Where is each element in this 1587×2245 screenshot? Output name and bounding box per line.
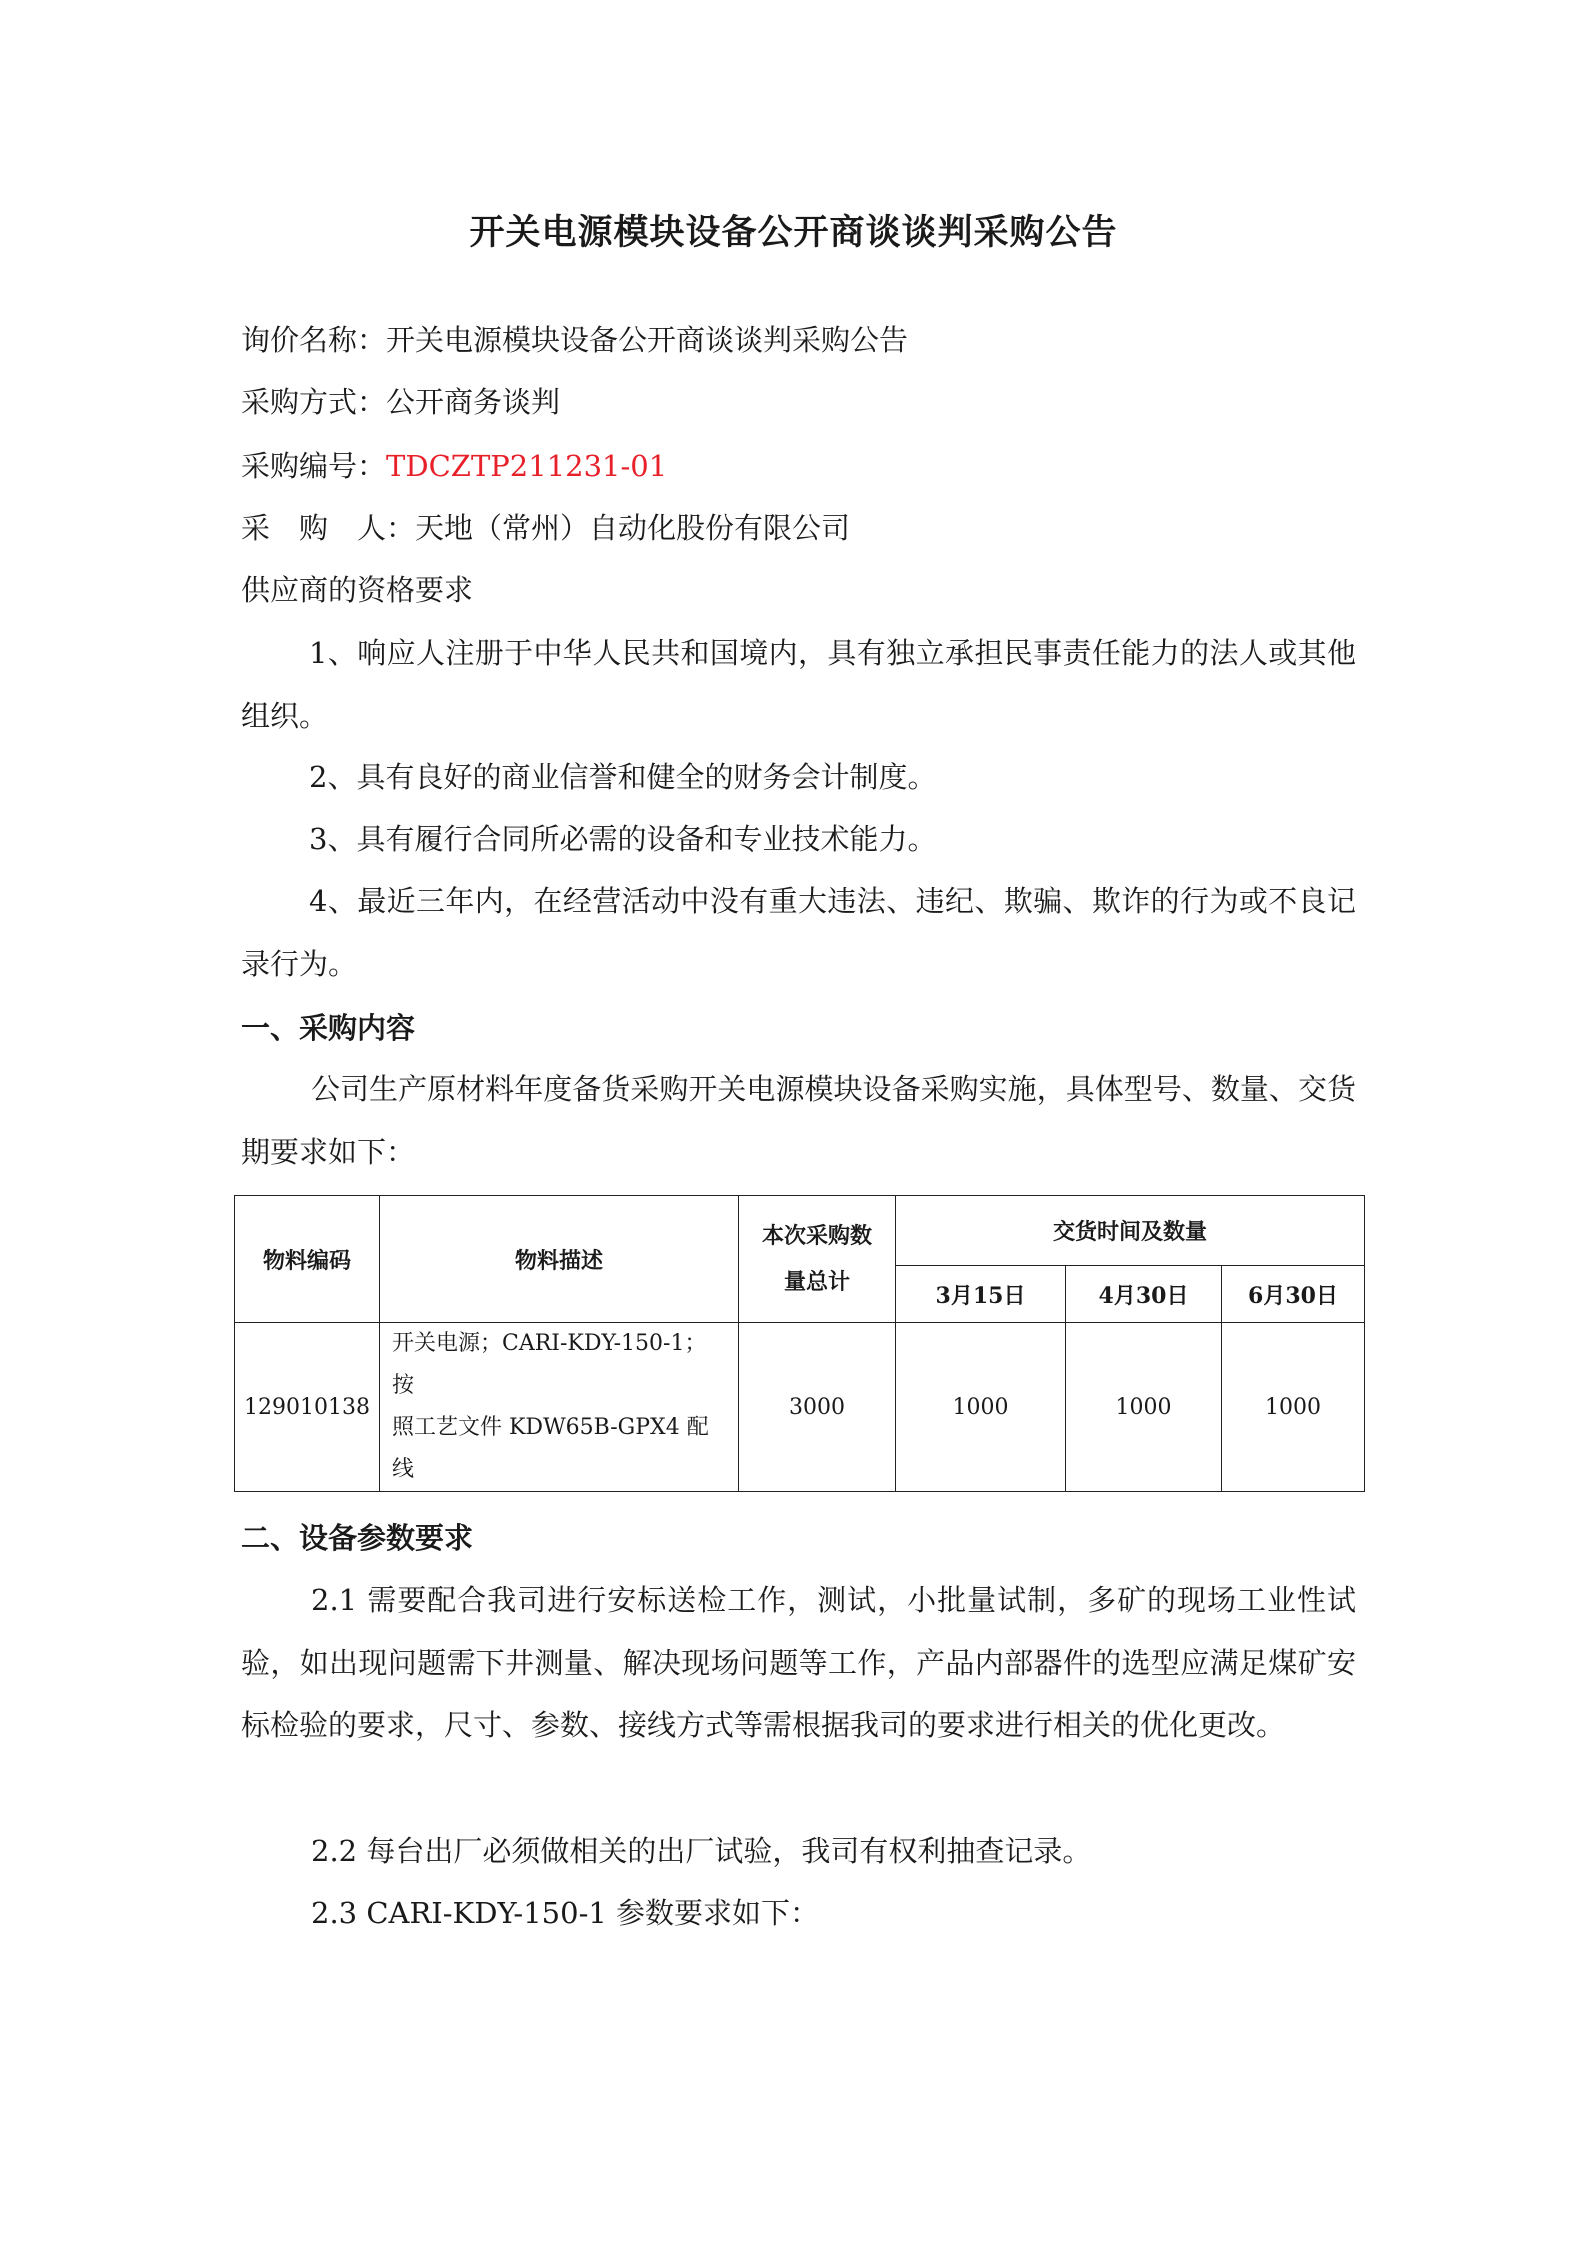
buyer-label: 采 购 人： [241, 511, 416, 545]
cell-qty-mar15: 1000 [896, 1323, 1066, 1492]
table-row [235, 1323, 1365, 1492]
procurement-intro: 公司生产原材料年度备货采购开关电源模块设备采购实施，具体型号、数量、交货期要求如下： [241, 1072, 1356, 1169]
header-total-line2: 量总计 [783, 1269, 850, 1295]
desc-line1: 开关电源；CARI-KDY-150-1；按 [392, 1331, 707, 1398]
requirement-item: 1、响应人注册于中华人民共和国境内，具有独立承担民事责任能力的法人或其他组织。 [241, 636, 1356, 733]
procurement-method-line [241, 380, 560, 424]
procurement-table [234, 1195, 1365, 1492]
header-total-line1: 本次采购数 [761, 1223, 872, 1249]
parameter-paragraph: 2.1 需要配合我司进行安标送检工作，测试，小批量试制，多矿的现场工业性试验，如出现问题需下井测量、解决现场问题等工作，产品内部器件的选型应满足煤矿安标检验的要求，尺寸、参数、接线方式等需根据我司的要求进行相关的优化更改。 [241, 1583, 1356, 1742]
header-material-code: 物料编码 [235, 1196, 380, 1323]
number-label: 采购编号： [241, 449, 387, 483]
method-label: 采购方式： [241, 385, 387, 419]
page-title: 开关电源模块设备公开商谈谈判采购公告 [469, 212, 1118, 253]
parameter-paragraph: 2.2 每台出厂必须做相关的出厂试验，我司有权利抽查记录。 [311, 1834, 1092, 1868]
method-value: 公开商务谈判 [386, 385, 561, 419]
header-total-quantity [739, 1196, 896, 1323]
parameter-paragraph: 2.3 CARI-KDY-150-1 参数要求如下： [311, 1896, 820, 1930]
header-material-desc: 物料描述 [380, 1196, 739, 1323]
inquiry-label: 询价名称： [241, 323, 387, 357]
cell-material-code: 129010138 [235, 1323, 380, 1492]
requirement-item: 2、具有良好的商业信誉和健全的财务会计制度。 [309, 760, 937, 794]
procurement-number: TDCZTP211231-01 [386, 449, 668, 483]
procurement-number-line [241, 444, 667, 488]
buyer-value: 天地（常州）自动化股份有限公司 [415, 511, 851, 545]
cell-material-desc [380, 1323, 739, 1492]
header-date-mar15: 3月15日 [896, 1266, 1066, 1323]
section-heading-procurement: 一、采购内容 [241, 1011, 416, 1045]
requirement-item: 4、最近三年内，在经营活动中没有重大违法、违纪、欺骗、欺诈的行为或不良记录行为。 [241, 884, 1356, 981]
inquiry-value: 开关电源模块设备公开商谈谈判采购公告 [386, 323, 909, 357]
header-date-jun30: 6月30日 [1222, 1266, 1365, 1323]
cell-total-quantity: 3000 [739, 1323, 896, 1492]
requirement-item: 3、具有履行合同所必需的设备和专业技术能力。 [309, 822, 937, 856]
header-date-apr30: 4月30日 [1066, 1266, 1222, 1323]
inquiry-name-line [241, 318, 908, 362]
buyer-line [241, 506, 850, 550]
desc-line2: 照工艺文件 KDW65B-GPX4 配线 [392, 1415, 709, 1482]
section-heading-parameters: 二、设备参数要求 [241, 1521, 474, 1555]
cell-qty-apr30: 1000 [1066, 1323, 1222, 1492]
cell-qty-jun30: 1000 [1222, 1323, 1365, 1492]
qualification-heading: 供应商的资格要求 [241, 573, 474, 607]
header-delivery-schedule: 交货时间及数量 [896, 1196, 1365, 1266]
